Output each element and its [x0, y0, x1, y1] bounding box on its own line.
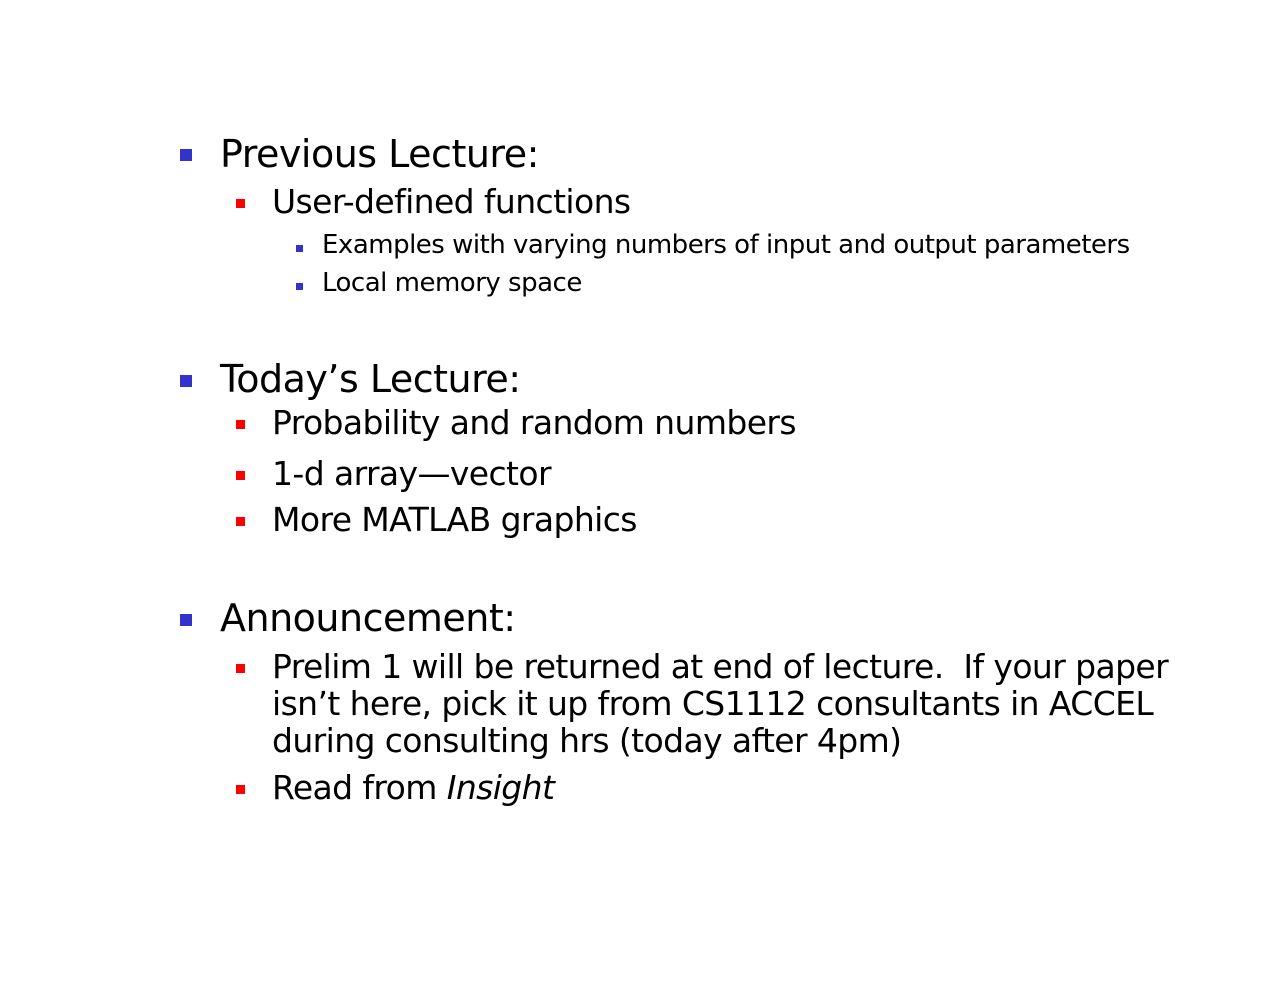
level3-bullet-examples	[296, 245, 303, 252]
level1-bullet-announcement	[180, 614, 192, 626]
level2-bullet-read	[236, 785, 245, 794]
level2-bullet-array	[236, 471, 245, 480]
item-1d-array: 1-d array—vector	[272, 454, 551, 493]
level2-bullet-prelim	[236, 664, 245, 673]
subitem-examples: Examples with varying numbers of input and output parameters	[322, 230, 1130, 260]
level2-bullet-user-defined	[236, 199, 245, 208]
subitem-local-memory: Local memory space	[322, 268, 582, 298]
heading-todays-lecture: Today’s Lecture:	[220, 357, 521, 401]
level2-bullet-probability	[236, 420, 245, 429]
item-read-from-insight	[272, 768, 555, 807]
item-matlab-graphics: More MATLAB graphics	[272, 500, 637, 539]
read-from-label: Read from	[272, 768, 447, 807]
insight-book-title: Insight	[446, 768, 555, 807]
level1-bullet-today	[180, 375, 192, 387]
item-user-defined-functions: User-defined functions	[272, 182, 631, 221]
heading-announcement: Announcement:	[220, 596, 516, 640]
item-probability: Probability and random numbers	[272, 403, 796, 442]
level3-bullet-local-memory	[296, 283, 303, 290]
heading-previous-lecture: Previous Lecture:	[220, 132, 539, 176]
level1-bullet-previous	[180, 149, 192, 161]
item-prelim-announcement: Prelim 1 will be returned at end of lecture. If your paper isn’t here, pick it up from CS1112 consultants in ACCEL during consulting hrs (today after 4pm)	[272, 647, 1178, 760]
level2-bullet-graphics	[236, 517, 245, 526]
